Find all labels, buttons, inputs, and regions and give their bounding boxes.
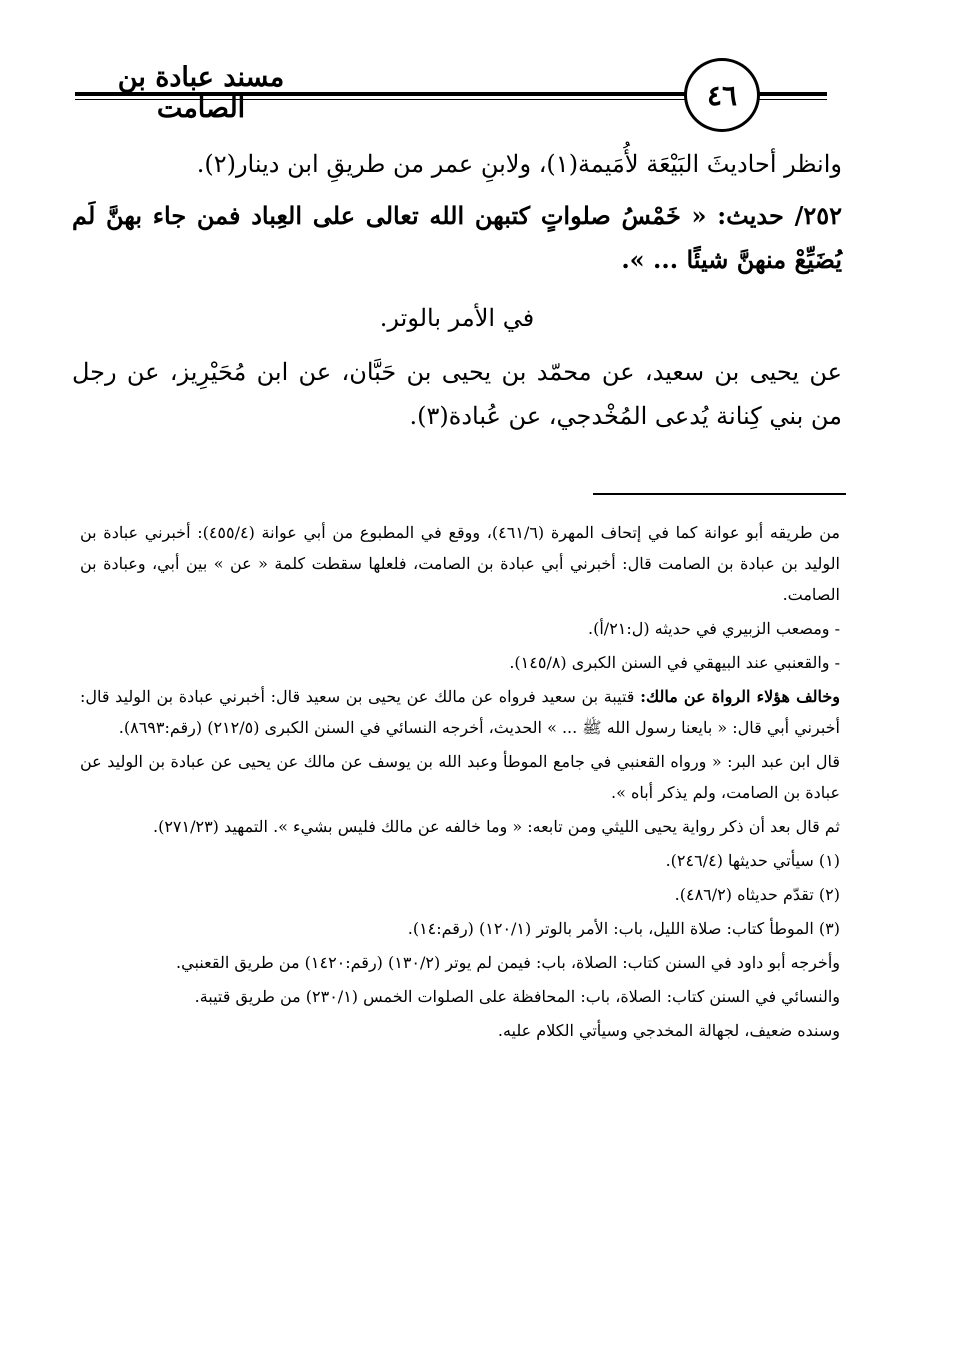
- main-text: [72, 142, 842, 438]
- hadith-heading: [72, 194, 842, 282]
- hadith-text: « خَمْسُ صلواتٍ كتبهن الله تعالى على العِباد فمن جاء بهنَّ لَم يُضَيِّعْ منهنَّ شيئًا ... ».: [72, 201, 842, 274]
- footnote-paragraph-3: - والقعنبي عند البيهقي في السنن الكبرى (١٤٥/٨).: [509, 653, 840, 672]
- footnote-paragraph-4-rest: قتيبة بن سعيد فرواه عن مالك عن يحيى بن سعيد قال: أخبرني عبادة بن الوليد قال: أخبرني أبي قال: « بايعنا رسول الله ﷺ ... » الحديث، أخرجه النسائي في السنن الكبرى (٢١٢/٥) (رقم:٨٦٩٣).: [80, 687, 840, 737]
- hadith-label: حديث:: [717, 201, 784, 230]
- footnote-separator: [593, 493, 846, 495]
- footnote-paragraph-6: ثم قال بعد أن ذكر رواية يحيى الليثي ومن تابعه: « وما خالفه عن مالك فليس بشيء ». التمهيد (٢٧١/٢٣).: [152, 817, 840, 836]
- running-title: مسند عبادة بن الصامت: [117, 62, 285, 124]
- footnote-3: (٣) الموطأ كتاب: صلاة الليل، باب: الأمر بالوتر (١٢٠/١) (رقم:١٤).: [407, 919, 840, 938]
- footnotes: [80, 517, 840, 1049]
- footnote-2: (٢) تقدّم حديثاه (٤٨٦/٢).: [674, 885, 840, 904]
- isnad-line: عن يحيى بن سعيد، عن محمّد بن يحيى بن حَبَّان، عن ابن مُحَيْرِيز، عن رجل من بني كِنانة يُدعى المُخْدجي، عن عُبادة(٣).: [72, 358, 842, 430]
- footnote-paragraph-9: وسنده ضعيف، لجهالة المخدجي وسيأتي الكلام عليه.: [497, 1021, 840, 1040]
- footnote-paragraph-5: قال ابن عبد البر: « ورواه القعنبي في جامع الموطأ وعبد الله بن يوسف عن مالك عن يحيى عن عبادة بن الوليد عن عبادة بن الصامت، ولم يذكر أباه ».: [80, 752, 840, 802]
- footnote-paragraph-1: من طريقه أبو عوانة كما في إتحاف المهرة (٤٦١/٦)، ووقع في المطبوع من أبي عوانة (٤٥٥/٤): أخبرني عبادة بن الوليد بن عبادة بن الصامت قال: أخبرني أبي عبادة بن الصامت، فلعلها سقطت كلمة « عن » بين أبي، وعبادة بن الصامت.: [80, 523, 840, 604]
- footnote-paragraph-4: [80, 681, 840, 743]
- reference-line: وانظر أحاديثَ البَيْعَة لأُمَيمة(١)، ولابنِ عمر من طريقِ ابن دينار(٢).: [196, 150, 842, 178]
- footnote-1: (١) سيأتي حديثها (٢٤٦/٤).: [665, 851, 840, 870]
- footnote-paragraph-4-bold: وخالف هؤلاء الرواة عن مالك:: [640, 687, 840, 706]
- hadith-number: ٢٥٢/: [794, 201, 843, 230]
- footnote-paragraph-8: والنسائي في السنن كتاب: الصلاة، باب: المحافظة على الصلوات الخمس (٢٣٠/١) من طريق قتيبة.: [194, 987, 840, 1006]
- page-number: ٤٦: [706, 78, 738, 112]
- footnote-paragraph-2: - ومصعب الزبيري في حديثه (ل:٢١/أ).: [588, 619, 840, 638]
- intro-line: في الأمر بالوتر.: [379, 304, 535, 332]
- page-number-badge: [684, 58, 760, 132]
- footnote-paragraph-7: وأخرجه أبو داود في السنن كتاب: الصلاة، باب: فيمن لم يوتر (١٣٠/٢) (رقم:١٤٢٠) من طريق القعنبي.: [176, 953, 840, 972]
